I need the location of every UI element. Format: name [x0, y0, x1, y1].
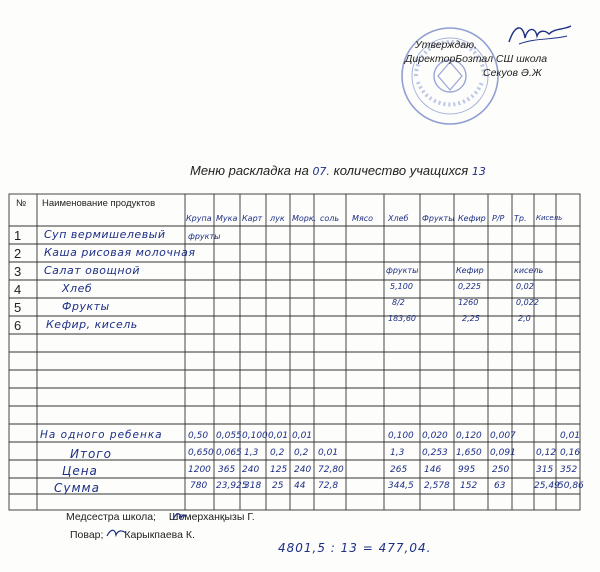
total-value: 72,80: [318, 465, 344, 475]
side-note: 183,60: [388, 314, 416, 323]
col-header-4: Морк.: [292, 214, 317, 223]
total-value: 1200: [188, 465, 211, 475]
total-value: 0,50: [188, 431, 209, 441]
total-value: 352: [560, 465, 578, 475]
title-prefix: Меню раскладка на: [190, 163, 309, 178]
col-header-6: Мясо: [352, 214, 374, 223]
col-header-9: Кефир: [458, 214, 486, 223]
total-value: 63: [494, 481, 506, 491]
total-value: 0,007: [490, 431, 516, 441]
row-number: 4: [14, 282, 22, 297]
total-value: 0,253: [422, 448, 448, 458]
total-value: 0,100: [388, 431, 414, 441]
total-value: 72,8: [318, 481, 339, 491]
title-middle: количество учащихся: [333, 163, 469, 178]
col-header-2: Карт: [242, 214, 263, 223]
totals-label: Итого: [70, 447, 112, 461]
side-note: 2,0: [518, 314, 531, 323]
col-header-3: лук: [270, 214, 285, 223]
col-header-5: соль: [320, 214, 340, 223]
header-product-name: Наименование продуктов: [42, 198, 156, 209]
col-header-0: Крупа: [186, 214, 212, 223]
total-value: 146: [424, 465, 442, 475]
cook-label: Повар;: [70, 529, 107, 541]
total-value: 315: [536, 465, 554, 475]
total-value: 0,650: [188, 448, 214, 458]
side-note: 0,225: [458, 282, 481, 291]
total-value: 1,3: [390, 448, 405, 458]
dish-name: Суп вермишелевый: [44, 228, 166, 241]
total-value: 365: [218, 465, 236, 475]
row-number: 6: [14, 318, 22, 333]
nurse-signature: [172, 510, 186, 524]
total-value: 0,2: [270, 448, 285, 458]
cook-name: Карыкпаева К.: [124, 529, 195, 541]
col-header-8: Фрукты: [422, 214, 455, 223]
total-value: 0,100: [242, 431, 268, 441]
dish-name: Кефир, кисель: [46, 318, 138, 331]
total-value: 1,650: [456, 448, 482, 458]
col-header-7: Хлеб: [388, 214, 409, 223]
side-note: 2,25: [462, 314, 480, 323]
total-value: 344,5: [388, 481, 414, 491]
nurse-name: Шомерханқызы Г.: [168, 511, 255, 523]
side-note: 5,100: [390, 282, 413, 291]
total-value: 152: [460, 481, 478, 491]
cook-signature: [106, 527, 128, 541]
total-value: 0,01: [292, 431, 313, 441]
col-header-10: Р/Р: [492, 214, 505, 223]
row-number: 3: [14, 264, 22, 279]
totals-label: Сумма: [54, 481, 100, 495]
total-value: 1,3: [244, 448, 259, 458]
total-value: 780: [190, 481, 208, 491]
total-value: 0,091: [490, 448, 516, 458]
total-value: 240: [294, 465, 312, 475]
total-value: 25,49: [534, 481, 560, 491]
dish-name: Хлеб: [62, 282, 93, 295]
per-student-calculation: 4801,5 : 13 = 477,04.: [278, 541, 432, 555]
totals-label: На одного ребенка: [40, 429, 163, 441]
row-number: 1: [14, 228, 22, 243]
total-value: 0,055: [216, 431, 242, 441]
side-note: Кефир: [456, 266, 484, 275]
total-value: 250: [492, 465, 510, 475]
side-note: 0,022: [516, 298, 539, 307]
total-value: 2,578: [424, 481, 450, 491]
total-value: 0,12: [536, 448, 557, 458]
col-header-12: Кисель: [536, 214, 563, 222]
approval-line2: ДиректорБозтал СШ школа: [405, 53, 548, 65]
side-note: кисель: [514, 266, 544, 275]
approval-line3: Секуов Ә.Ж: [483, 67, 542, 79]
dish-name: Каша рисовая молочная: [44, 246, 196, 259]
title-date-handwritten: 07.: [312, 165, 330, 178]
dish-name: Фрукты: [62, 300, 110, 313]
total-value: 0,01: [560, 431, 581, 441]
total-value: 50,86: [558, 481, 584, 491]
row-number: 2: [14, 246, 22, 261]
total-value: 995: [458, 465, 476, 475]
total-value: 0,020: [422, 431, 448, 441]
col-header-11: Тр.: [514, 214, 527, 223]
dish-note: фрукты: [188, 232, 221, 241]
total-value: 0,120: [456, 431, 482, 441]
total-value: 318: [244, 481, 262, 491]
total-value: 25: [272, 481, 284, 491]
header-number: №: [16, 198, 27, 209]
row-number: 5: [14, 300, 22, 315]
total-value: 0,01: [268, 431, 289, 441]
side-note: 0,02: [516, 282, 534, 291]
total-value: 44: [294, 481, 306, 491]
side-note: 8/2: [392, 298, 405, 307]
total-value: 0,01: [318, 448, 339, 458]
nurse-line: [66, 511, 255, 523]
total-value: 0,065: [216, 448, 242, 458]
side-note: 1260: [458, 298, 479, 307]
totals-label: Цена: [62, 464, 98, 478]
col-header-1: Мука: [216, 214, 238, 223]
total-value: 0,2: [294, 448, 309, 458]
total-value: 265: [390, 465, 408, 475]
nurse-label: Медсестра школа;: [66, 511, 159, 523]
total-value: 240: [242, 465, 260, 475]
side-note: фрукты: [386, 266, 419, 275]
dish-name: Салат овощной: [44, 264, 140, 277]
total-value: 125: [270, 465, 288, 475]
total-value: 0,16: [560, 448, 581, 458]
cook-line: [70, 529, 195, 541]
total-value: 23,925: [216, 481, 248, 491]
title-count-handwritten: 13: [471, 165, 486, 178]
approval-line1: Утверждаю,: [415, 39, 477, 51]
